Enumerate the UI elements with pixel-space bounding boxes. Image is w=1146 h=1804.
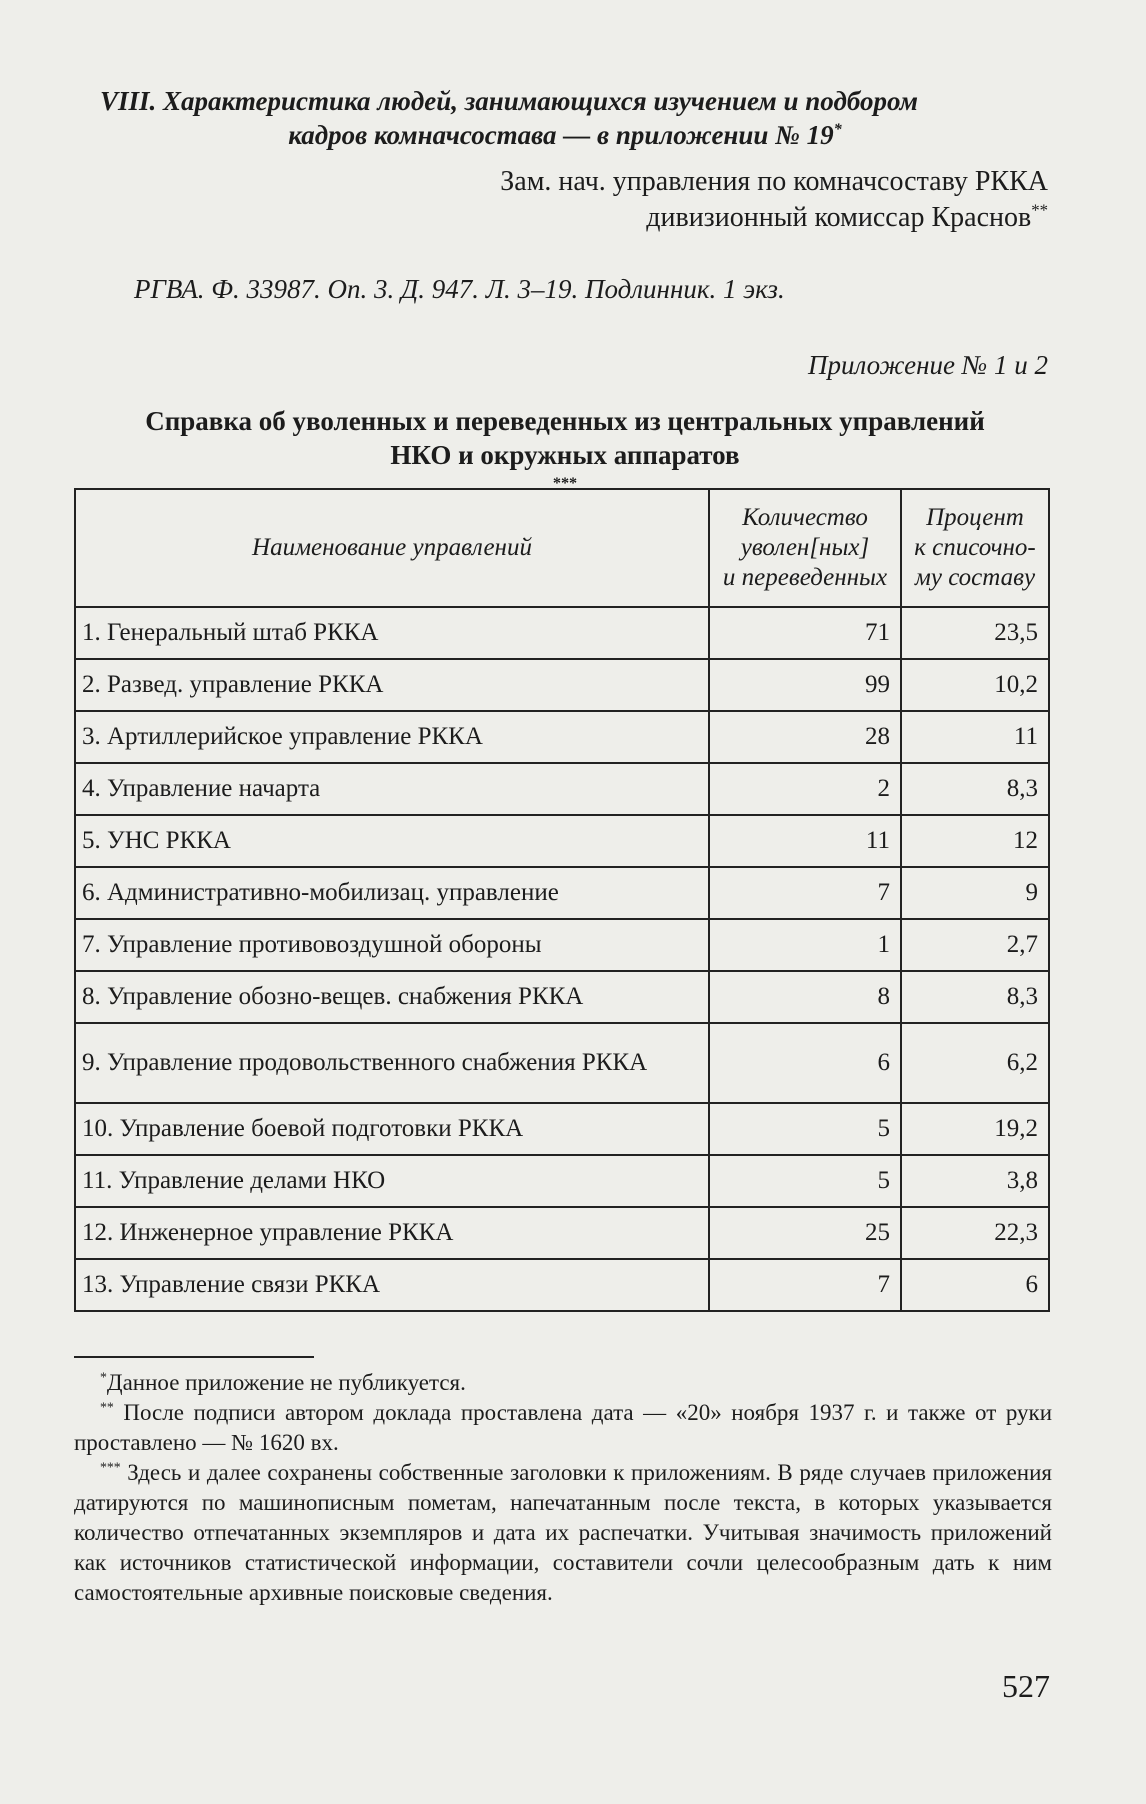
footnote-1-mark: *: [100, 1369, 107, 1385]
heading-line-1: VIII. Характеристика людей, занимающихся изучением и подбором: [100, 86, 918, 116]
footnote-3-mark: ***: [100, 1459, 121, 1475]
header-percent-line-1: Процент: [926, 504, 1024, 531]
row-count: 5: [709, 1103, 901, 1155]
table-row: [75, 815, 1049, 867]
header-name: Наименование управлений: [75, 489, 709, 607]
footnote-divider: [74, 1356, 314, 1358]
row-name: 9. Управление продовольственного снабжения РККА: [75, 1023, 709, 1103]
footnote-3: [74, 1458, 1052, 1608]
table-row: [75, 659, 1049, 711]
table-row: [75, 971, 1049, 1023]
row-count: 8: [709, 971, 901, 1023]
row-name: 8. Управление обозно-вещев. снабжения РККА: [75, 971, 709, 1023]
header-count: [709, 489, 901, 607]
dismissals-table: [74, 488, 1050, 1312]
row-percent: 23,5: [901, 607, 1049, 659]
title-footnote-mark: ***: [552, 474, 578, 492]
signature-block: [348, 164, 1048, 236]
footnote-3-text: Здесь и далее сохранены собственные заголовки к приложениям. В ряде случаев приложения датируются по машинописным пометам, напечатанным после текста, в которых указывается количество отпечатанных экземпляров и дата их распечатки. Учитывая значимость приложений как источников статистической информации, составители сочли целесообразным дать к ним самостоятельные архивные поисковые сведения.: [74, 1460, 1053, 1605]
row-count: 25: [709, 1207, 901, 1259]
table-row: [75, 919, 1049, 971]
row-percent: 2,7: [901, 919, 1049, 971]
row-percent: 8,3: [901, 971, 1049, 1023]
signature-name: дивизионный комиссар Краснов: [646, 202, 1032, 233]
row-count: 1: [709, 919, 901, 971]
row-name: 7. Управление противовоздушной обороны: [75, 919, 709, 971]
table-row: [75, 1155, 1049, 1207]
row-name: 12. Инженерное управление РККА: [75, 1207, 709, 1259]
header-percent-line-3: му составу: [914, 564, 1036, 591]
row-percent: 8,3: [901, 763, 1049, 815]
footnote-2-mark: **: [100, 1399, 114, 1415]
table-row: [75, 1259, 1049, 1311]
appendix-label: Приложение № 1 и 2: [807, 350, 1048, 380]
header-percent: [901, 489, 1049, 607]
row-percent: 22,3: [901, 1207, 1049, 1259]
row-percent: 6,2: [901, 1023, 1049, 1103]
row-name: 6. Административно-мобилизац. управление: [75, 867, 709, 919]
row-count: 99: [709, 659, 901, 711]
row-name: 3. Артиллерийское управление РККА: [75, 711, 709, 763]
footnote-2-text: После подписи автором доклада проставлена дата — «20» ноября 1937 г. и также от руки проставлено — № 1620 вх.: [74, 1400, 1053, 1455]
heading-line-2: кадров комначсостава — в приложении № 19: [288, 120, 834, 150]
archive-reference: РГВА. Ф. 33987. Оп. 3. Д. 947. Л. 3–19. Подлинник. 1 экз.: [134, 274, 785, 304]
heading-footnote-mark: *: [833, 120, 842, 138]
title-line-1: Справка об уволенных и переведенных из центральных управлений: [145, 406, 985, 436]
table-row: [75, 1207, 1049, 1259]
header-count-line-1: Количество: [742, 504, 868, 531]
row-name: 4. Управление начарта: [75, 763, 709, 815]
row-name: 10. Управление боевой подготовки РККА: [75, 1103, 709, 1155]
row-count: 6: [709, 1023, 901, 1103]
row-percent: 12: [901, 815, 1049, 867]
row-name: 11. Управление делами НКО: [75, 1155, 709, 1207]
header-count-line-3: и переведенных: [722, 564, 888, 591]
section-heading: [70, 84, 1060, 152]
row-percent: 3,8: [901, 1155, 1049, 1207]
table-row: [75, 867, 1049, 919]
row-count: 7: [709, 1259, 901, 1311]
row-name: 13. Управление связи РККА: [75, 1259, 709, 1311]
row-percent: 6: [901, 1259, 1049, 1311]
table-header-row: [75, 489, 1049, 607]
footnote-1: [74, 1368, 1052, 1398]
table-row: [75, 1103, 1049, 1155]
header-count-line-2: уволен[ных]: [740, 534, 870, 561]
row-count: 2: [709, 763, 901, 815]
row-count: 5: [709, 1155, 901, 1207]
row-percent: 11: [901, 711, 1049, 763]
title-line-2: НКО и окружных аппаратов: [390, 440, 740, 470]
signature-footnote-mark: **: [1031, 200, 1048, 220]
table-row: [75, 1023, 1049, 1103]
footnotes: [74, 1368, 1052, 1608]
table-row: [75, 711, 1049, 763]
row-name: 2. Развед. управление РККА: [75, 659, 709, 711]
row-percent: 10,2: [901, 659, 1049, 711]
page-number: 527: [1002, 1668, 1050, 1704]
footnote-1-text: Данное приложение не публикуется.: [106, 1370, 466, 1395]
row-name: 5. УНС РККА: [75, 815, 709, 867]
row-percent: 9: [901, 867, 1049, 919]
row-name: 1. Генеральный штаб РККА: [75, 607, 709, 659]
header-percent-line-2: к списочно-: [914, 534, 1036, 561]
signature-position: Зам. нач. управления по комначсоставу РККА: [500, 166, 1048, 197]
table-row: [75, 607, 1049, 659]
row-count: 28: [709, 711, 901, 763]
row-percent: 19,2: [901, 1103, 1049, 1155]
row-count: 11: [709, 815, 901, 867]
table-row: [75, 763, 1049, 815]
footnote-2: [74, 1398, 1052, 1458]
row-count: 7: [709, 867, 901, 919]
row-count: 71: [709, 607, 901, 659]
